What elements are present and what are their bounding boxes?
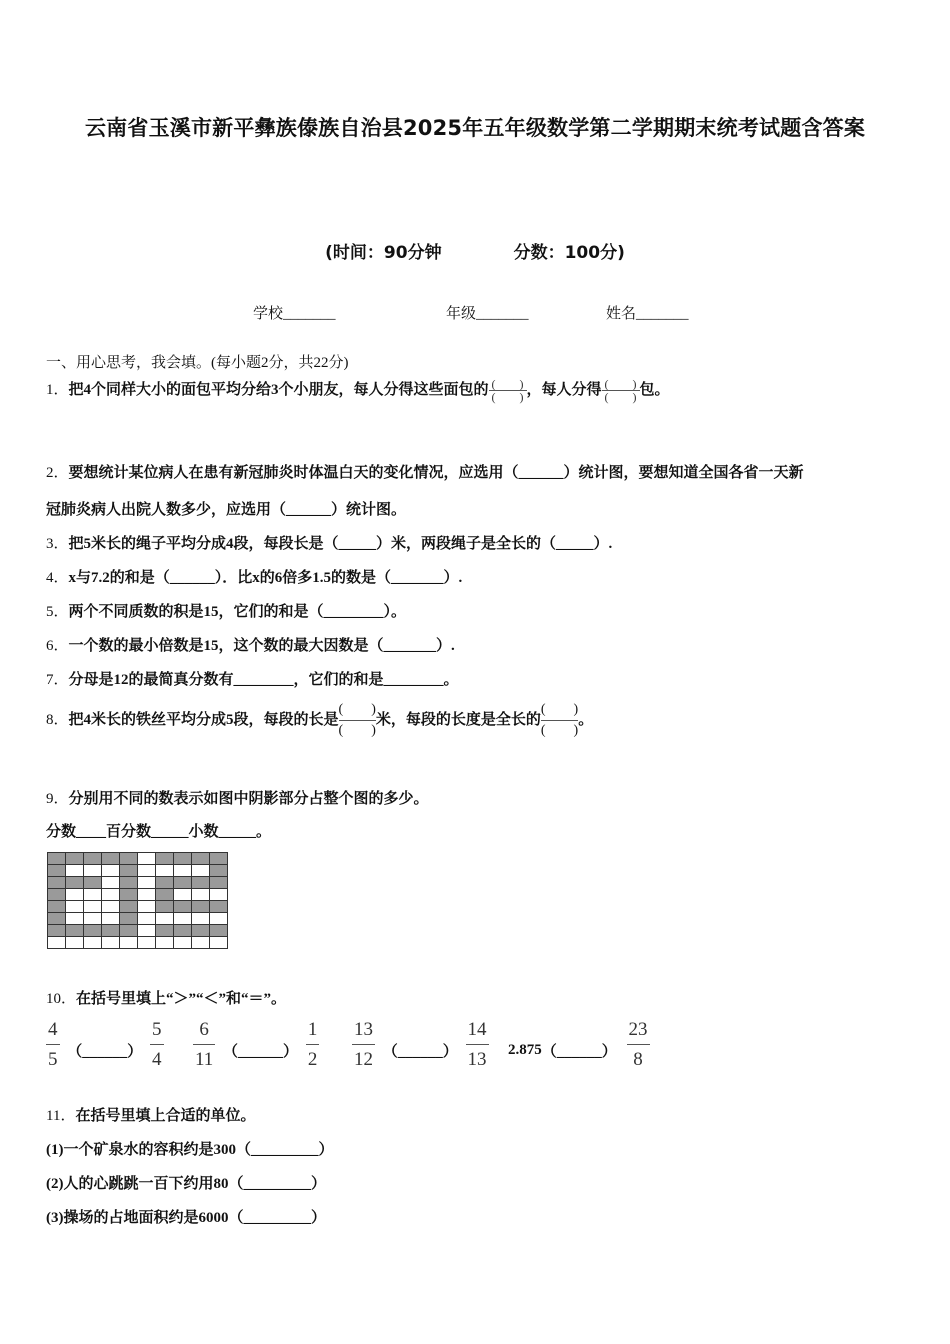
fraction-left: $\frac{13}{12}$: [354, 1019, 373, 1070]
exam-time: (时间：90分钟: [325, 243, 442, 263]
grid-cell: [174, 937, 192, 949]
grid-cell: [84, 865, 102, 877]
grid-cell-shaded: [174, 925, 192, 937]
question-text: 把4个同样大小的面包平均分给3个小朋友，每人分得这些面包的: [68, 382, 489, 398]
grid-cell-shaded: [192, 877, 210, 889]
grid-cell: [192, 889, 210, 901]
grid-cell: [210, 937, 228, 949]
exam-meta: [0, 238, 950, 263]
grid-cell: [66, 889, 84, 901]
question-number: 8．: [46, 711, 69, 728]
grade-field[interactable]: 年级_______: [446, 306, 529, 322]
grid-cell: [84, 937, 102, 949]
question-6: [46, 634, 455, 655]
compare-blank[interactable]: （______）: [67, 1044, 143, 1060]
question-text: 分母是12的最简真分数有________，它们的和是________。: [68, 672, 459, 688]
grid-cell-shaded: [210, 877, 228, 889]
grid-cell: [174, 913, 192, 925]
question-11-item-1[interactable]: (1)一个矿泉水的容积约是300（_________）: [46, 1142, 334, 1158]
grid-cell-shaded: [210, 865, 228, 877]
question-2-line2: 冠肺炎病人出院人数多少，应选用（______）统计图。: [46, 502, 407, 518]
grid-cell-shaded: [120, 853, 138, 865]
grid-cell: [138, 937, 156, 949]
fraction-right: $\frac{1}{2}$: [307, 1019, 318, 1070]
compare-item-4: [508, 1020, 650, 1069]
compare-item-2: [193, 1020, 319, 1069]
grid-cell-shaded: [48, 853, 66, 865]
grid-row: [48, 913, 228, 925]
grid-row: [48, 937, 228, 949]
question-3: [46, 532, 612, 553]
grid-cell: [66, 937, 84, 949]
question-5: [46, 600, 406, 621]
grid-row: [48, 889, 228, 901]
grid-cell-shaded: [66, 925, 84, 937]
fraction-blank[interactable]: $\frac{( )}{( )}$: [602, 378, 640, 403]
question-text: 分别用不同的数表示如图中阴影部分占整个图的多少。: [68, 791, 429, 807]
grid-cell: [102, 913, 120, 925]
compare-item-3: [352, 1020, 489, 1069]
grid-cell-shaded: [210, 925, 228, 937]
compare-blank[interactable]: （______）: [541, 1044, 617, 1060]
grid-cell: [48, 937, 66, 949]
name-field[interactable]: 姓名_______: [606, 306, 689, 322]
grid-cell-shaded: [48, 913, 66, 925]
grid-row: [48, 865, 228, 877]
question-9: [46, 787, 429, 808]
question-text: 把4米长的铁丝平均分成5段，每段的长是: [68, 711, 339, 728]
grid-cell-shaded: [48, 925, 66, 937]
grid-cell: [138, 865, 156, 877]
grid-cell-shaded: [156, 889, 174, 901]
grid-cell-shaded: [120, 913, 138, 925]
question-text: 把5米长的绳子平均分成4段，每段长是（_____）米，两段绳子是全长的（_____）.: [68, 536, 613, 552]
exam-score: 分数：100分): [513, 243, 625, 263]
question-text: 包。: [639, 382, 670, 398]
grid-cell: [138, 901, 156, 913]
grid-cell: [192, 937, 210, 949]
grid-cell-shaded: [66, 853, 84, 865]
question-9-answers[interactable]: 分数____百分数_____小数_____。: [46, 824, 272, 840]
grid-cell-shaded: [174, 853, 192, 865]
grid-cell: [156, 913, 174, 925]
grid-cell-shaded: [192, 925, 210, 937]
question-number: 10．: [46, 991, 77, 1007]
grid-cell: [102, 901, 120, 913]
fraction-right: $\frac{5}{4}$: [152, 1019, 162, 1070]
grid-cell-shaded: [210, 901, 228, 913]
school-field[interactable]: 学校_______: [253, 306, 336, 322]
question-2: [46, 461, 804, 482]
question-text: 米，每段的长度是全长的: [375, 711, 541, 728]
question-text: x与7.2的和是（______）．比x的6倍多1.5的数是（_______）.: [68, 570, 463, 586]
grid-cell-shaded: [156, 901, 174, 913]
grid-cell-shaded: [192, 901, 210, 913]
grid-cell: [66, 901, 84, 913]
grid-cell-shaded: [156, 853, 174, 865]
grid-cell-shaded: [120, 925, 138, 937]
grid-cell-shaded: [84, 925, 102, 937]
question-8: [46, 703, 593, 738]
compare-blank[interactable]: （______）: [382, 1044, 458, 1060]
grid-cell: [84, 901, 102, 913]
grid-cell-shaded: [120, 865, 138, 877]
grid-cell-shaded: [120, 877, 138, 889]
grid-cell-shaded: [102, 853, 120, 865]
question-7: [46, 668, 459, 689]
grid-cell-shaded: [102, 925, 120, 937]
grid-cell-shaded: [48, 865, 66, 877]
grid-cell: [174, 865, 192, 877]
grid-row: [48, 853, 228, 865]
question-number: 7．: [46, 672, 69, 688]
grid-cell: [138, 925, 156, 937]
question-10: [46, 987, 286, 1008]
page-title: 云南省玉溪市新平彝族傣族自治县2025年五年级数学第二学期期末统考试题含答案: [84, 116, 866, 140]
grid-cell-shaded: [84, 877, 102, 889]
question-text: 两个不同质数的积是15，它们的和是（________）。: [68, 604, 407, 620]
grid-cell: [102, 889, 120, 901]
grid-cell: [138, 877, 156, 889]
shaded-grid-figure: [47, 852, 228, 949]
question-text: 在括号里填上合适的单位。: [75, 1108, 256, 1124]
grid-cell: [156, 865, 174, 877]
decimal-left: 2.875: [508, 1042, 542, 1058]
grid-cell-shaded: [48, 901, 66, 913]
grid-cell: [210, 913, 228, 925]
grid-cell-shaded: [156, 877, 174, 889]
question-number: 9．: [46, 791, 69, 807]
grid-cell: [102, 937, 120, 949]
question-text: 。: [578, 711, 594, 728]
grid-cell: [102, 877, 120, 889]
fraction-blank[interactable]: $\frac{( )}{( )}$: [540, 702, 579, 738]
grid-cell: [156, 937, 174, 949]
question-11: [46, 1104, 255, 1125]
question-4: [46, 566, 462, 587]
question-1: [46, 378, 670, 403]
question-number: 5．: [46, 604, 69, 620]
grid-cell: [174, 889, 192, 901]
grid-cell: [138, 913, 156, 925]
grid-cell-shaded: [48, 889, 66, 901]
question-number: 1．: [46, 382, 69, 398]
grid-cell: [66, 913, 84, 925]
question-text: ，每人分得: [526, 382, 602, 398]
grid-cell: [192, 913, 210, 925]
fraction-right: $\frac{14}{13}$: [467, 1019, 487, 1070]
grid-cell-shaded: [156, 925, 174, 937]
grid-cell-shaded: [66, 877, 84, 889]
grid-cell: [120, 937, 138, 949]
grid-cell-shaded: [174, 901, 192, 913]
section-heading: 一、用心思考，我会填。(每小题2分，共22分): [46, 355, 349, 371]
grid-cell: [210, 889, 228, 901]
compare-blank[interactable]: （______）: [223, 1044, 299, 1060]
fraction-blank[interactable]: $\frac{( )}{( )}$: [489, 378, 527, 403]
grid-row: [48, 877, 228, 889]
grid-row: [48, 901, 228, 913]
question-11-item-3[interactable]: (3)操场的占地面积约是6000（_________）: [46, 1210, 326, 1226]
question-number: 4．: [46, 570, 69, 586]
grid-cell: [84, 889, 102, 901]
question-number: 2．: [46, 465, 69, 481]
fraction-right: $\frac{23}{8}$: [628, 1019, 648, 1070]
grid-cell-shaded: [48, 877, 66, 889]
question-11-item-2[interactable]: (2)人的心跳跳一百下约用80（_________）: [46, 1176, 326, 1192]
question-number: 11．: [46, 1108, 76, 1124]
grid-cell: [102, 865, 120, 877]
question-number: 6．: [46, 638, 69, 654]
question-text: 要想统计某位病人在患有新冠肺炎时体温白天的变化情况，应选用（______）统计图，要想知道全国各省一天新: [68, 465, 804, 481]
fraction-left: $\frac{6}{11}$: [195, 1019, 214, 1070]
grid-cell: [138, 853, 156, 865]
grid-cell: [84, 913, 102, 925]
question-text: 在括号里填上“＞”“＜”和“＝”。: [76, 991, 287, 1007]
grid-cell-shaded: [210, 853, 228, 865]
grid-cell: [66, 865, 84, 877]
question-text: 一个数的最小倍数是15，这个数的最大因数是（_______）.: [68, 638, 455, 654]
grid-cell: [138, 889, 156, 901]
grid-cell-shaded: [120, 889, 138, 901]
compare-item-1: [46, 1020, 164, 1069]
question-number: 3．: [46, 536, 69, 552]
fraction-left: $\frac{4}{5}$: [48, 1019, 58, 1070]
grid-cell-shaded: [120, 901, 138, 913]
grid-row: [48, 925, 228, 937]
grid-cell: [192, 865, 210, 877]
grid-cell-shaded: [174, 877, 192, 889]
grid-cell-shaded: [84, 853, 102, 865]
fraction-blank[interactable]: $\frac{( )}{( )}$: [338, 702, 376, 738]
grid-cell-shaded: [192, 853, 210, 865]
